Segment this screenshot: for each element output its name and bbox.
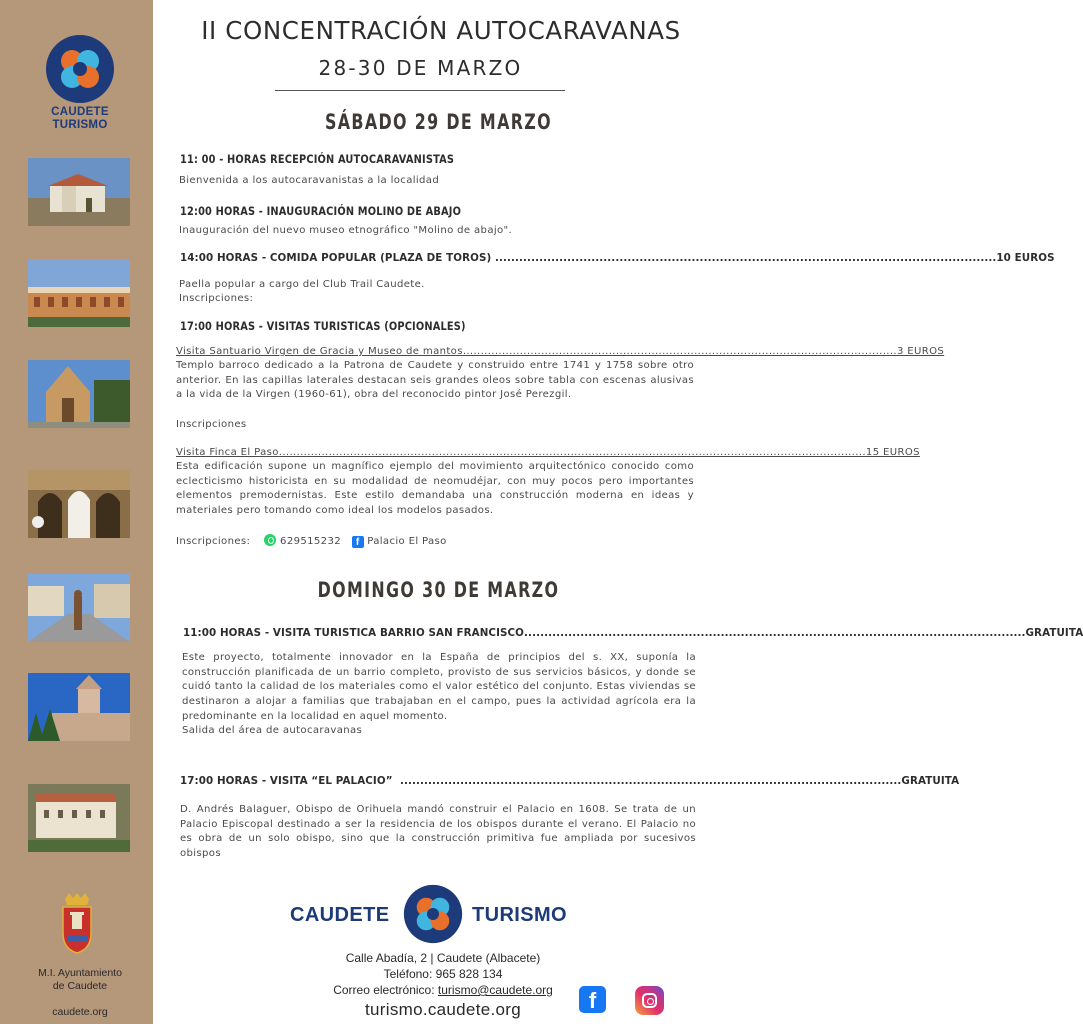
event-heading: 17:00 HORAS - VISITA “EL PALACIO”: [180, 775, 393, 787]
dot-leader: .............................................................................................................................: [524, 627, 1026, 639]
event-price: 10 EUROS: [996, 252, 1055, 264]
footer-email-link[interactable]: turismo@caudete.org: [437, 983, 553, 997]
coat-of-arms-icon: [59, 893, 95, 953]
dot-leader: .............................................................................................................................: [491, 252, 997, 264]
footer-email-label: Correo electrónico:: [333, 983, 438, 997]
visit-name: Visita Santuario Virgen de Gracia y Museo de mantos: [176, 346, 463, 357]
palace-interior-photo-icon: [28, 470, 130, 538]
event-heading: 11: 00 - HORAS RECEPCIÓN AUTOCARAVANISTAS: [180, 152, 455, 166]
sidebar-logo-text: [0, 106, 160, 132]
footer-phone: Teléfono: 965 828 134: [383, 967, 503, 981]
main-content: [153, 0, 1083, 1024]
caudete-turismo-logo-icon: [45, 34, 115, 104]
inscriptions-label: Inscripciones:: [176, 536, 251, 547]
council-name: [0, 967, 160, 993]
sidebar: [0, 0, 153, 1024]
event-description: Paella popular a cargo del Club Trail Caudete.: [179, 279, 425, 290]
event-dates: 28-30 DE MARZO: [318, 56, 523, 80]
footer-email-row: [253, 983, 633, 997]
visit-description: Esta edificación supone un magnífico ejemplo del movimiento arquitectónico conocido como eclecticismo historicista en su modalidad de neomudéjar, con muy pocos pero importantes elementos premodernistas. Este estilo demandaba una construcción moderna en ideas y materiales pero tomando como ideal los modelos pasados.: [176, 461, 694, 517]
event-price: GRATUITA: [1025, 627, 1083, 639]
council-line-2: de Caudete: [52, 980, 108, 992]
event-price: GRATUITA: [901, 775, 960, 787]
dot-leader: .............................................................................................................................: [392, 775, 902, 787]
caudete-turismo-logo-icon: [403, 884, 463, 944]
event-heading: 14:00 HORAS - COMIDA POPULAR (PLAZA DE TOROS): [180, 252, 492, 264]
event-price-row: [183, 627, 1083, 639]
castle-photo-icon: [28, 158, 130, 226]
dot-leader: ..........................................................................................................................: [462, 346, 897, 357]
dot-leader: .....................................................................................................................................................................: [278, 447, 866, 458]
sanctuary-photo-icon: [28, 360, 130, 428]
bullring-photo-icon: [28, 259, 130, 327]
facebook-icon[interactable]: f: [579, 986, 606, 1013]
visit-row: [176, 345, 945, 360]
event-price-row: [180, 252, 1055, 264]
caudete-turismo-footer-logo: [280, 884, 600, 946]
page-title: II CONCENTRACIÓN AUTOCARAVANAS: [201, 16, 681, 45]
logo-word-turismo: TURISMO: [52, 119, 108, 131]
event-description: Este proyecto, totalmente innovador en la España de principios del s. XX, suponía la construcción planificada de un barrio completo, provisto de sus servicios básicos, y donde se cuidó tanto la calidad de los materiales como el valor estético del conjunto. Estas viviendas se destinaron a alojar a familias que trabajaban en el campo, pues la actividad agrícola era la predominante en la localidad en aquel momento.: [182, 652, 696, 722]
council-website-link[interactable]: caudete.org: [52, 1006, 108, 1018]
visit-row: [176, 446, 920, 461]
street-statue-photo-icon: [28, 574, 130, 642]
footer-address: Calle Abadía, 2 | Caudete (Albacete): [345, 951, 541, 965]
inscriptions-row: [176, 534, 696, 550]
facebook-icon: f: [352, 536, 364, 548]
visit-price: 15 EUROS: [865, 447, 920, 458]
logo-word-caudete: CAUDETE: [51, 106, 109, 118]
event-description: Inscripciones:: [179, 293, 254, 304]
event-price-row: [180, 775, 960, 787]
saturday-title: SÁBADO 29 DE MARZO: [325, 110, 552, 134]
visit-inscriptions: Inscripciones: [176, 419, 247, 430]
footer-logo-word-right: TURISMO: [472, 904, 568, 926]
visit-description: Templo barroco dedicado a la Patrona de Caudete y construido entre 1741 y 1758 sobre otro anterior. En las capillas laterales destacan seis grandes oleos sobre tabla con escenas alusivas a la vida de la Virgen (1960-61), obra del reconocido pintor José Perezgil.: [176, 360, 694, 401]
facebook-page-link[interactable]: Palacio El Paso: [367, 536, 447, 547]
event-heading: 17:00 HORAS - VISITAS TURISTICAS (OPCIONALES): [180, 319, 466, 333]
footer-website-link[interactable]: turismo.caudete.org: [365, 1000, 521, 1019]
instagram-icon[interactable]: [635, 986, 664, 1015]
visit-price: 3 EUROS: [896, 346, 945, 357]
event-meeting-point: Salida del área de autocaravanas: [182, 725, 363, 736]
visit-name: Visita Finca El Paso: [176, 447, 279, 458]
whatsapp-phone[interactable]: 629515232: [280, 536, 341, 547]
event-heading: 11:00 HORAS - VISITA TURISTICA BARRIO SAN FRANCISCO: [183, 627, 525, 639]
event-description: Bienvenida a los autocaravanistas a la localidad: [179, 175, 440, 186]
event-heading: 12:00 HORAS - INAUGURACIÓN MOLINO DE ABAJO: [180, 204, 462, 218]
header-divider: [275, 90, 565, 91]
whatsapp-icon: [264, 534, 276, 546]
council-line-1: M.I. Ayuntamiento: [38, 967, 122, 979]
church-tower-photo-icon: [28, 673, 130, 741]
event-description: D. Andrés Balaguer, Obispo de Orihuela mandó construir el Palacio en 1608. Se trata de un Palacio Episcopal destinado a ser la residencia de los obispos durante el verano. El Palacio no es obra de un solo obispo, sino que la construcción primitiva fue ampliada por sucesivos obispos: [180, 804, 696, 860]
sunday-title: DOMINGO 30 DE MARZO: [317, 578, 560, 602]
footer-logo-word-left: CAUDETE: [290, 904, 390, 926]
finca-aerial-photo-icon: [28, 784, 130, 852]
event-description: Inauguración del nuevo museo etnográfico "Molino de abajo".: [179, 225, 513, 236]
